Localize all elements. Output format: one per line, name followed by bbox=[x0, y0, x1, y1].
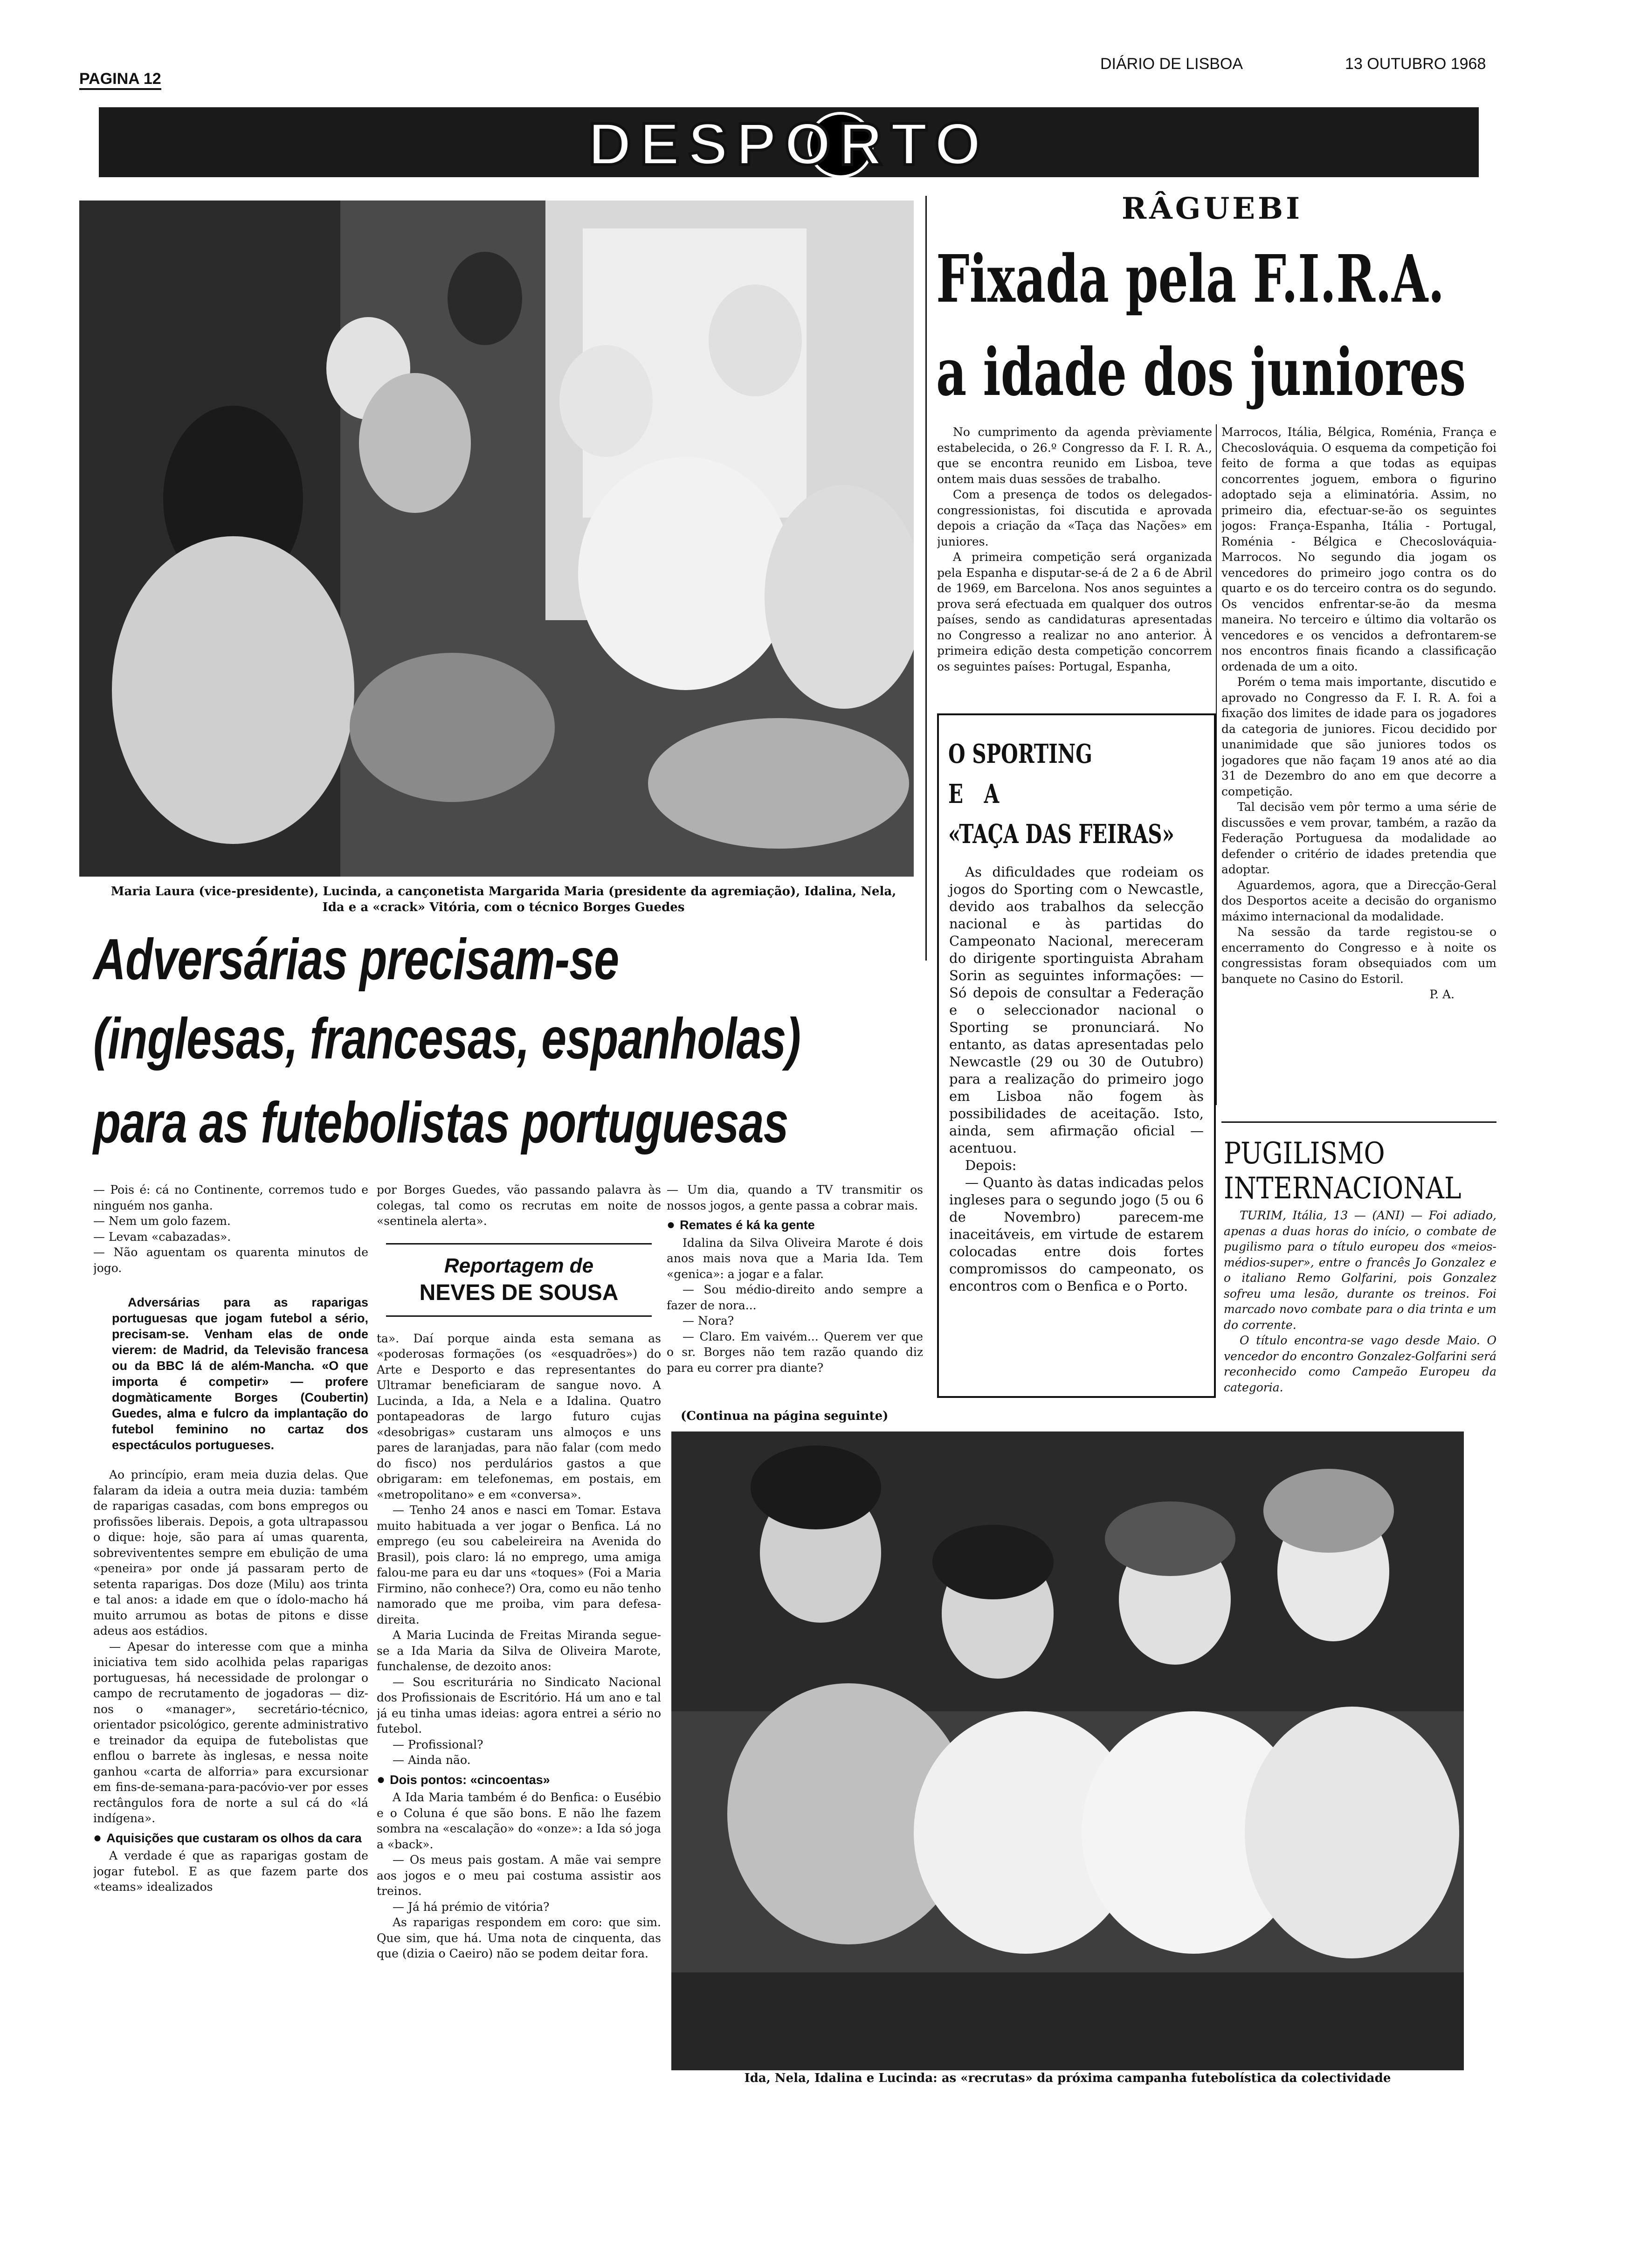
paragraph: — Um dia, quando a TV transmitir os nossos jogos, a gente passa a cobrar mais. bbox=[667, 1183, 923, 1212]
paragraph: A Maria Lucinda de Freitas Miranda segue-se a Ida Maria da Silva de Oliveira Marote, funchalense, de dezoito anos: bbox=[377, 1628, 661, 1673]
sporting-title-line-3: «TAÇA DAS FEIRAS» bbox=[948, 819, 1174, 850]
bullet-icon: ● bbox=[93, 1830, 102, 1846]
paragraph: A primeira competição será organizada pela Espanha e disputar-se-á de 2 a 6 de Abril de 1969, em Barcelona. Nos anos seguintes a prova será efectuada em qualquer dos outros países, sendo as candidaturas apresentadas no Congresso a realizar no ano anterior. À primeira edição desta competição concorrem os seguintes países: Portugal, Espanha, bbox=[937, 550, 1212, 673]
paragraph: ta». Daí porque ainda esta semana as «poderosas formações (os «esquadrões») do Arte e Desporto e das representantes do Ultramar beneficiaram de sangue novo. A Lucinda, a Ida, a Nela e a Idalina. Quatro pontapeadoras de largo futuro cujas «desobrigas» custaram uns almoços e uns pares de laranjadas, para não falar (com medo do fisco) nos perdulários gastos a que obrigaram: em telefonemas, em postais, em «metropolitano» e em «conversa». bbox=[377, 1331, 661, 1501]
paragraph: As raparigas respondem em coro: que sim. Que sim, que há. Uma nota de cinquenta, das que (dizia o Caeiro) não se podem deitar fora. bbox=[377, 1915, 661, 1960]
main-story-column-1 bbox=[93, 1182, 368, 2199]
main-story-column-2 bbox=[377, 1182, 661, 2199]
paragraph: por Borges Guedes, vão passando palavra às colegas, tal como os recrutas em noite de «sentinela alerta». bbox=[377, 1183, 661, 1228]
paragraph: Aguardemos, agora, que a Direcção-Geral dos Desportos aceite a decisão do organismo máximo internacional da modalidade. bbox=[1221, 878, 1496, 923]
paragraph: Tal decisão vem pôr termo a uma série de discussões e vem provar, também, a razão da Federação Portuguesa da modalidade ao defender o critério de idades pretendia que adoptar. bbox=[1221, 800, 1496, 876]
main-story-column-3 bbox=[667, 1182, 923, 1415]
pugilismo-body bbox=[1224, 1208, 1496, 1404]
paragraph: — Quanto às datas indicadas pelos ingleses para o segundo jogo (5 ou 6 de Novembro) parecem-me inaceitáveis, em virtude de estarem colocadas entre dois fortes compromissos do campeonato, os encontros com o Benfica e o Porto. bbox=[949, 1175, 1204, 1294]
paragraph: Marrocos, Itália, Bélgica, Roménia, França e Checoslováquia. O esquema da competição foi feito de forma a que todas as equipas concorrentes joguem, embora o figurino adoptado seja a eliminatória. Assim, no primeiro dia, efectuar-se-ão os seguintes jogos: França-Espanha, Itália - Portugal, Roménia - Bélgica e Checoslováquia-Marrocos. No segundo dia jogam os vencedores do primeiro jogo contra os do quarto e os do terceiro contra os do segundo. Os vencidos enfrentar-se-ão da mesma maneira. No terceiro e último dia voltarão os vencedores e os vencidos a defrontarem-se nos encontros finais ficando a classificação ordenada de um a oito. bbox=[1221, 425, 1496, 673]
paragraph: O título encontra-se vago desde Maio. O vencedor do encontro Gonzalez-Golfarini será reconhecido como Campeão Europeu da categoria. bbox=[1224, 1334, 1496, 1394]
paragraph: — Nem um golo fazem. bbox=[93, 1214, 231, 1228]
paragraph: — Já há prémio de vitória? bbox=[393, 1900, 550, 1914]
sporting-title-line-2: E A bbox=[948, 779, 1007, 809]
paragraph: Idalina da Silva Oliveira Marote é dois anos mais nova que a Maria Ida. Tem «genica»: a jogar e a falar. bbox=[667, 1236, 923, 1281]
main-headline-line-2: (inglesas, francesas, espanholas) bbox=[93, 1007, 801, 1071]
paragraph: Depois: bbox=[965, 1157, 1017, 1173]
paragraph: — Os meus pais gostam. A mãe vai sempre aos jogos e o meu pai costuma assistir aos treinos. bbox=[377, 1853, 661, 1898]
paragraph: — Pois é: cá no Continente, corremos tudo e ninguém nos ganha. bbox=[93, 1183, 368, 1212]
main-headline-line-1: Adversárias precisam-se bbox=[93, 927, 619, 992]
raguebi-headline-line-1: Fixada pela F.I.R.A. bbox=[936, 241, 1445, 318]
paragraph: A Ida Maria também é do Benfica: o Eusébio e o Coluna é que são bons. E não lhe fazem sombra na «escalação» do «onze»: a Ida só joga a «back». bbox=[377, 1791, 661, 1851]
paragraph: — Apesar do interesse com que a minha iniciativa tem sido acolhida pelas raparigas portuguesas, há necessidade de prolongar o campo de recrutamento de jogadoras — diz-nos o «manager», secretário-técnico, orientador psicológico, gerente administrativo e treinador da equipa de futebolistas que enflou o barrete às inglesas, e nessa noite ganhou «carta de alforria» para excursionar em fins-de-semana-para-pacóvio-ver por esses rectângulos fora de norte a sul cá do «lá indígena». bbox=[93, 1639, 368, 1825]
subhead-aquisicoes: ● Aquisições que custaram os olhos da cara bbox=[93, 1830, 362, 1846]
paragraph: Na sessão da tarde registou-se o encerramento do Congresso e à noite os congressistas foram obsequiados com um banquete no Casino do Estoril. bbox=[1221, 925, 1496, 986]
raguebi-kicker: RÂGUEBI bbox=[1121, 191, 1303, 226]
sporting-title-line-1: O SPORTING bbox=[948, 739, 1093, 769]
paragraph: Com a presença de todos os delegados-congressionistas, foi discutida e aprovada depois a criação da «Taça das Nações» em juniores. bbox=[937, 488, 1212, 548]
paragraph: — Claro. Em vaivém... Querem ver que o sr. Borges não tem razão quando diz para eu correr pra diante? bbox=[667, 1329, 923, 1375]
paragraph: — Tenho 24 anos e nasci em Tomar. Estava muito habituada a ver jogar o Benfica. Lá no emprego (eu sou cabeleireira na Avenida do Brasil), pois claro: lá no emprego, uma amiga falou-me para eu dar uns «toques» (Foi a Maria Firmino, não conhece?) Ora, como eu não tenho namorado que me proiba, vim para defesa-direita. bbox=[377, 1503, 661, 1626]
paragraph: Ao princípio, eram meia duzia delas. Que falaram da ideia a outra meia duzia: também de raparigas casadas, com bons empregos ou profissões liberais. Depois, a gota ultrapassou o dique: hoje, são para aí umas quarenta, sobrevivententes sempre em ebulição de uma «peneira» por onde já passaram perto de setenta raparigas. Dos doze (Milu) aos trinta e tal anos: a idade em que o ídolo-macho há muito arrumou as botas de pitons e disse adeus aos estádios. bbox=[93, 1468, 368, 1638]
section-title: DESPORTO bbox=[588, 111, 989, 178]
sporting-box bbox=[937, 713, 1216, 1398]
paragraph: — Sou médio-direito ando sempre a fazer de nora... bbox=[667, 1283, 923, 1312]
sporting-box-title bbox=[939, 715, 1214, 859]
sporting-box-body bbox=[939, 859, 1214, 1300]
paragraph: A verdade é que as raparigas gostam de jogar futebol. E as que fazem parte dos «teams» idealizados bbox=[93, 1849, 368, 1894]
bottom-photo-caption: Ida, Nela, Idalina e Lucinda: as «recrutas» da próxima campanha futebolística da colectividade bbox=[744, 2071, 1391, 2085]
main-headline-line-3: para as futebolistas portuguesas bbox=[93, 1091, 788, 1155]
section-rule bbox=[1221, 1121, 1496, 1123]
raguebi-signature: P. A. bbox=[1429, 988, 1455, 1001]
paragraph: — Sou escriturária no Sindicato Nacional dos Profissionais de Escritório. Há um ano e tal já eu tinha umas ideias: agora entrei a sério no futebol. bbox=[377, 1675, 661, 1736]
section-banner bbox=[99, 107, 1479, 177]
pugilismo-title-line-2: INTERNACIONAL bbox=[1224, 1171, 1462, 1206]
page-number: PAGINA 12 bbox=[79, 70, 161, 90]
bullet-icon: ● bbox=[667, 1217, 676, 1232]
raguebi-column-2 bbox=[1221, 424, 1496, 1119]
paragraph: — Levam «cabazadas». bbox=[93, 1230, 231, 1244]
byline-label: Reportagem de bbox=[444, 1254, 594, 1277]
recruits-photo bbox=[671, 1431, 1464, 2070]
pugilismo-title-line-1: PUGILISMO bbox=[1224, 1136, 1385, 1171]
paragraph: — Profissional? bbox=[393, 1737, 483, 1751]
bullet-icon: ● bbox=[377, 1771, 386, 1787]
column-rule bbox=[1216, 424, 1217, 1105]
byline-author: NEVES DE SOUSA bbox=[419, 1280, 619, 1305]
paragraph: As dificuldades que rodeiam os jogos do Sporting com o Newcastle, devido aos trabalhos da selecção nacional e às partidas do Campeonato Nacional, mereceram do dirigente sportinguista Abraham Sorin as seguintes informações: — Só depois de consultar a Federação e o seleccionador nacional o Sporting se pronunciará. No entanto, as datas apresentadas pelo Newcastle (29 ou 30 de Outubro) para a realização do primeiro jogo em Lisboa não fogem às possibilidades de aceitação. Isto, ainda, sem afirmação oficial — acentuou. bbox=[949, 864, 1204, 1156]
paragraph: TURIM, Itália, 13 — (ANI) — Foi adiado, apenas a duas horas do início, o combate de pugilismo para o título europeu dos «meios-médios-super», entre o francês Jo Gonzalez e o italiano Remo Golfarini, pois Gonzalez sofreu uma lesão, durante os treinos. Foi marcado novo combate para o dia trinta e um do corrente. bbox=[1224, 1209, 1496, 1332]
paragraph: — Ainda não. bbox=[393, 1753, 471, 1767]
paragraph: — Não aguentam os quarenta minutos de jogo. bbox=[93, 1245, 368, 1275]
newspaper-name: DIÁRIO DE LISBOA bbox=[1100, 55, 1243, 73]
paragraph: — Nora? bbox=[683, 1314, 734, 1328]
byline-box bbox=[386, 1243, 652, 1317]
paragraph: Porém o tema mais importante, discutido e aprovado no Congresso da F. I. R. A. foi a fixação dos limites de idade para os jogadores da categoria de juniores. Ficou decidido por unanimidade que são juniores todos os jogadores que não façam 19 anos até ao dia 31 de Dezembro do ano em que decorre a competição. bbox=[1221, 675, 1496, 798]
raguebi-headline-line-2: a idade dos juniores bbox=[936, 334, 1466, 411]
issue-date: 13 OUTUBRO 1968 bbox=[1345, 55, 1486, 73]
story-lead: Adversárias para as raparigas portuguesas que jogam futebol a sério, precisam-se. Venham elas de onde vierem: de Madrid, da Televisão francesa ou da BBC lá de além-Mancha. «O que importa é competir» — profere dogmàticamente Borges (Coubertin) Guedes, alma e fulcro da implantação do futebol feminino no cartaz dos espectáculos portugueses. bbox=[112, 1295, 368, 1452]
subhead-remates: ● Remates é ká ka gente bbox=[667, 1217, 815, 1232]
top-photo-caption: Maria Laura (vice-presidente), Lucinda, a cançonetista Margarida Maria (presidente da agremiação), Idalina, Nela, Ida e a «crack» Vitória, com o técnico Borges Guedes bbox=[110, 885, 896, 914]
continued-note[interactable]: (Continua na página seguinte) bbox=[681, 1409, 889, 1423]
column-rule bbox=[925, 196, 927, 961]
subhead-dois-pontos: ● Dois pontos: «cincoentas» bbox=[377, 1771, 550, 1787]
raguebi-column-1 bbox=[937, 424, 1212, 713]
paragraph: No cumprimento da agenda prèviamente estabelecida, o 26.º Congresso da F. I. R. A., que se encontra reunido em Lisboa, teve ontem mais duas sessões de trabalho. bbox=[937, 425, 1212, 486]
team-group-photo bbox=[79, 201, 914, 877]
